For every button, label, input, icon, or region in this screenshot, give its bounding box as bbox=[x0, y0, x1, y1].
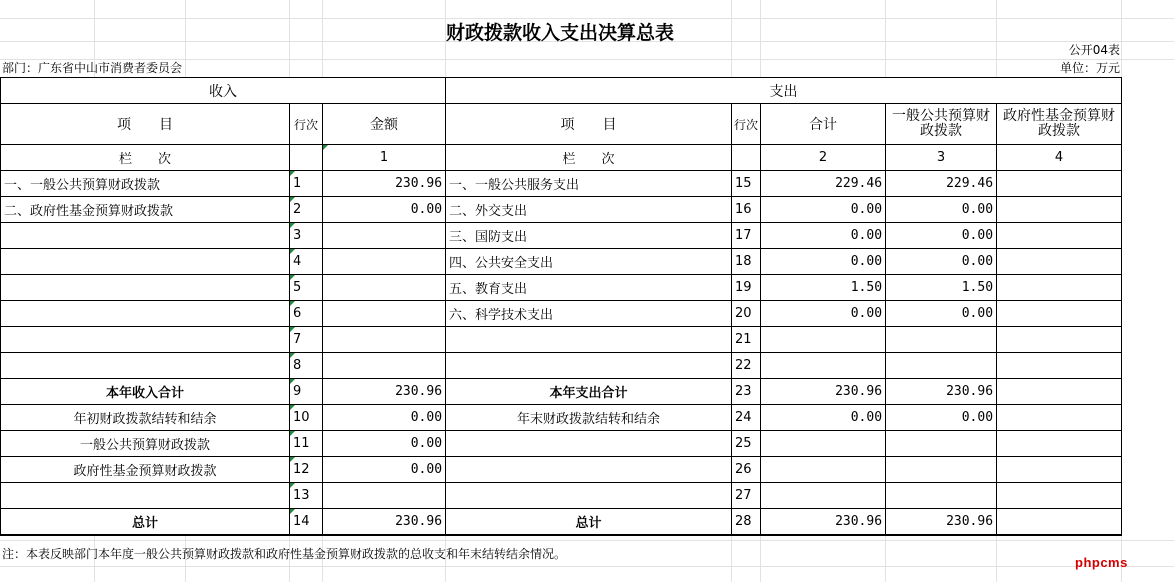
table-body bbox=[1, 171, 1122, 535]
income-row-no-cell[interactable]: 10 bbox=[290, 405, 323, 431]
income-row-no-cell[interactable]: 11 bbox=[290, 431, 323, 457]
expense-gov-fund-cell[interactable] bbox=[997, 249, 1122, 275]
expense-total-cell[interactable]: 0.00 bbox=[761, 197, 886, 223]
expense-general-budget-cell[interactable]: 0.00 bbox=[886, 405, 997, 431]
expense-total-cell[interactable]: 0.00 bbox=[761, 301, 886, 327]
expense-item-cell[interactable]: 一、一般公共服务支出 bbox=[446, 171, 732, 197]
expense-general-budget-cell[interactable] bbox=[886, 327, 997, 353]
table-row bbox=[1, 457, 1122, 483]
income-amount-cell[interactable]: 230.96 bbox=[323, 171, 446, 197]
expense-column-index-3[interactable]: 3 bbox=[886, 145, 997, 171]
income-amount-cell[interactable] bbox=[323, 275, 446, 301]
income-item-cell[interactable] bbox=[1, 275, 290, 301]
expense-item-cell[interactable]: 本年支出合计 bbox=[446, 379, 732, 405]
expense-total-cell[interactable]: 230.96 bbox=[761, 509, 886, 535]
income-item-cell[interactable] bbox=[1, 327, 290, 353]
expense-total-cell[interactable] bbox=[761, 457, 886, 483]
expense-item-cell[interactable]: 五、教育支出 bbox=[446, 275, 732, 301]
expense-gov-fund-cell[interactable] bbox=[997, 327, 1122, 353]
table-row bbox=[1, 301, 1122, 327]
report-title: 财政拨款收入支出决算总表 bbox=[445, 22, 674, 44]
table-row bbox=[1, 353, 1122, 379]
expense-item-cell[interactable]: 二、外交支出 bbox=[446, 197, 732, 223]
table-row bbox=[1, 197, 1122, 223]
expense-total-cell[interactable]: 229.46 bbox=[761, 171, 886, 197]
expense-column-index-label[interactable]: 栏 次 bbox=[446, 145, 732, 171]
expense-general-budget-cell[interactable]: 0.00 bbox=[886, 223, 997, 249]
table-row bbox=[1, 223, 1122, 249]
department-label: 部门：广东省中山市消费者委员会 bbox=[2, 61, 183, 75]
expense-gov-fund-cell[interactable] bbox=[997, 353, 1122, 379]
income-amount-cell[interactable]: 230.96 bbox=[323, 509, 446, 535]
income-row-no-cell[interactable]: 14 bbox=[290, 509, 323, 535]
form-code: 公开04表 bbox=[1068, 43, 1120, 57]
income-row-no-cell[interactable]: 8 bbox=[290, 353, 323, 379]
general-budget-header[interactable]: 一般公共预算财政拨款 bbox=[886, 104, 997, 145]
expense-row-no-cell[interactable]: 19 bbox=[732, 275, 761, 301]
expense-item-cell[interactable] bbox=[446, 431, 732, 457]
table-row bbox=[1, 171, 1122, 197]
income-item-cell[interactable]: 政府性基金预算财政拨款 bbox=[1, 457, 290, 483]
expense-row-no-cell[interactable]: 26 bbox=[732, 457, 761, 483]
income-column-index-1[interactable]: 1 bbox=[323, 145, 446, 171]
expense-row-no-cell[interactable]: 28 bbox=[732, 509, 761, 535]
expense-general-budget-cell[interactable] bbox=[886, 431, 997, 457]
expense-gov-fund-cell[interactable] bbox=[997, 431, 1122, 457]
expense-total-cell[interactable]: 0.00 bbox=[761, 249, 886, 275]
income-item-cell[interactable]: 总计 bbox=[1, 509, 290, 535]
gov-fund-header[interactable]: 政府性基金预算财政拨款 bbox=[997, 104, 1122, 145]
expense-gov-fund-cell[interactable] bbox=[997, 223, 1122, 249]
income-amount-cell[interactable] bbox=[323, 353, 446, 379]
expense-gov-fund-cell[interactable] bbox=[997, 379, 1122, 405]
income-row-no-cell[interactable]: 1 bbox=[290, 171, 323, 197]
expense-item-cell[interactable]: 年末财政拨款结转和结余 bbox=[446, 405, 732, 431]
expense-item-cell[interactable]: 三、国防支出 bbox=[446, 223, 732, 249]
income-section-header[interactable]: 收入 bbox=[1, 78, 446, 104]
table-row bbox=[1, 483, 1122, 509]
watermark-logo: phpcms bbox=[1075, 555, 1128, 570]
expense-column-index-4[interactable]: 4 bbox=[997, 145, 1122, 171]
expense-item-header[interactable]: 项 目 bbox=[446, 104, 732, 145]
income-column-index-label[interactable]: 栏 次 bbox=[1, 145, 290, 171]
table-row bbox=[1, 509, 1122, 535]
expense-row-no-cell[interactable]: 22 bbox=[732, 353, 761, 379]
income-row-no-cell[interactable]: 6 bbox=[290, 301, 323, 327]
income-row-no-cell[interactable]: 7 bbox=[290, 327, 323, 353]
expense-general-budget-cell[interactable]: 229.46 bbox=[886, 171, 997, 197]
expense-total-cell[interactable] bbox=[761, 353, 886, 379]
income-row-no-cell[interactable]: 2 bbox=[290, 197, 323, 223]
expense-column-index-2[interactable]: 2 bbox=[761, 145, 886, 171]
expense-gov-fund-cell[interactable] bbox=[997, 171, 1122, 197]
expense-column-index-blank[interactable] bbox=[732, 145, 761, 171]
expense-row-no-cell[interactable]: 18 bbox=[732, 249, 761, 275]
income-item-cell[interactable]: 二、政府性基金预算财政拨款 bbox=[1, 197, 290, 223]
expense-total-cell[interactable]: 0.00 bbox=[761, 223, 886, 249]
income-item-cell[interactable] bbox=[1, 483, 290, 509]
expense-gov-fund-cell[interactable] bbox=[997, 275, 1122, 301]
expense-total-cell[interactable] bbox=[761, 431, 886, 457]
income-row-no-header[interactable]: 行次 bbox=[290, 104, 323, 145]
expense-total-cell[interactable]: 230.96 bbox=[761, 379, 886, 405]
expense-general-budget-cell[interactable] bbox=[886, 353, 997, 379]
table-row bbox=[1, 405, 1122, 431]
income-item-cell[interactable] bbox=[1, 249, 290, 275]
income-amount-header[interactable]: 金额 bbox=[323, 104, 446, 145]
expense-general-budget-cell[interactable] bbox=[886, 457, 997, 483]
income-row-no-cell[interactable]: 9 bbox=[290, 379, 323, 405]
income-amount-cell[interactable] bbox=[323, 483, 446, 509]
expense-gov-fund-cell[interactable] bbox=[997, 509, 1122, 535]
income-row-no-cell[interactable]: 3 bbox=[290, 223, 323, 249]
income-amount-cell[interactable]: 0.00 bbox=[323, 431, 446, 457]
expense-general-budget-cell[interactable]: 230.96 bbox=[886, 509, 997, 535]
income-amount-cell[interactable]: 230.96 bbox=[323, 379, 446, 405]
expense-row-no-cell[interactable]: 24 bbox=[732, 405, 761, 431]
income-item-header[interactable]: 项 目 bbox=[1, 104, 290, 145]
expense-total-cell[interactable] bbox=[761, 327, 886, 353]
income-row-no-cell[interactable]: 13 bbox=[290, 483, 323, 509]
expense-row-no-header[interactable]: 行次 bbox=[732, 104, 761, 145]
income-item-cell[interactable] bbox=[1, 223, 290, 249]
expense-item-cell[interactable] bbox=[446, 353, 732, 379]
expense-total-header[interactable]: 合计 bbox=[761, 104, 886, 145]
expense-row-no-cell[interactable]: 15 bbox=[732, 171, 761, 197]
income-amount-cell[interactable]: 0.00 bbox=[323, 197, 446, 223]
income-item-cell[interactable] bbox=[1, 301, 290, 327]
expense-item-cell[interactable]: 六、科学技术支出 bbox=[446, 301, 732, 327]
expense-row-no-cell[interactable]: 23 bbox=[732, 379, 761, 405]
income-amount-cell[interactable] bbox=[323, 327, 446, 353]
table-row bbox=[1, 275, 1122, 301]
expense-item-cell[interactable] bbox=[446, 327, 732, 353]
expense-gov-fund-cell[interactable] bbox=[997, 405, 1122, 431]
expense-item-cell[interactable]: 总计 bbox=[446, 509, 732, 535]
expense-gov-fund-cell[interactable] bbox=[997, 457, 1122, 483]
expense-gov-fund-cell[interactable] bbox=[997, 301, 1122, 327]
table-row bbox=[1, 379, 1122, 405]
income-row-no-cell[interactable]: 5 bbox=[290, 275, 323, 301]
expense-general-budget-cell[interactable]: 0.00 bbox=[886, 249, 997, 275]
income-column-index-blank[interactable] bbox=[290, 145, 323, 171]
income-amount-cell[interactable]: 0.00 bbox=[323, 405, 446, 431]
expense-item-cell[interactable] bbox=[446, 457, 732, 483]
expense-general-budget-cell[interactable]: 0.00 bbox=[886, 301, 997, 327]
income-item-cell[interactable]: 本年收入合计 bbox=[1, 379, 290, 405]
expense-row-no-cell[interactable]: 25 bbox=[732, 431, 761, 457]
expense-total-cell[interactable]: 0.00 bbox=[761, 405, 886, 431]
income-item-cell[interactable]: 一般公共预算财政拨款 bbox=[1, 431, 290, 457]
expense-item-cell[interactable]: 四、公共安全支出 bbox=[446, 249, 732, 275]
income-item-cell[interactable]: 年初财政拨款结转和结余 bbox=[1, 405, 290, 431]
table-row bbox=[1, 249, 1122, 275]
expense-general-budget-cell[interactable]: 1.50 bbox=[886, 275, 997, 301]
expense-row-no-cell[interactable]: 17 bbox=[732, 223, 761, 249]
table-row bbox=[1, 327, 1122, 353]
expense-total-cell[interactable]: 1.50 bbox=[761, 275, 886, 301]
expense-general-budget-cell[interactable]: 230.96 bbox=[886, 379, 997, 405]
income-amount-cell[interactable] bbox=[323, 249, 446, 275]
expense-section-header[interactable]: 支出 bbox=[446, 78, 1122, 104]
expense-item-cell[interactable] bbox=[446, 483, 732, 509]
expense-general-budget-cell[interactable] bbox=[886, 483, 997, 509]
expense-total-cell[interactable] bbox=[761, 483, 886, 509]
income-amount-cell[interactable] bbox=[323, 223, 446, 249]
income-item-cell[interactable]: 一、一般公共预算财政拨款 bbox=[1, 171, 290, 197]
expense-gov-fund-cell[interactable] bbox=[997, 483, 1122, 509]
footnote: 注：本表反映部门本年度一般公共预算财政拨款和政府性基金预算财政拨款的总收支和年末结转结余情况。 bbox=[2, 547, 567, 561]
expense-gov-fund-cell[interactable] bbox=[997, 197, 1122, 223]
expense-row-no-cell[interactable]: 21 bbox=[732, 327, 761, 353]
expense-row-no-cell[interactable]: 16 bbox=[732, 197, 761, 223]
unit-label: 单位：万元 bbox=[1059, 61, 1120, 75]
table-row bbox=[1, 431, 1122, 457]
budget-summary-table bbox=[0, 77, 1122, 536]
income-amount-cell[interactable] bbox=[323, 301, 446, 327]
expense-row-no-cell[interactable]: 27 bbox=[732, 483, 761, 509]
income-amount-cell[interactable]: 0.00 bbox=[323, 457, 446, 483]
expense-row-no-cell[interactable]: 20 bbox=[732, 301, 761, 327]
income-item-cell[interactable] bbox=[1, 353, 290, 379]
income-row-no-cell[interactable]: 4 bbox=[290, 249, 323, 275]
expense-general-budget-cell[interactable]: 0.00 bbox=[886, 197, 997, 223]
income-row-no-cell[interactable]: 12 bbox=[290, 457, 323, 483]
